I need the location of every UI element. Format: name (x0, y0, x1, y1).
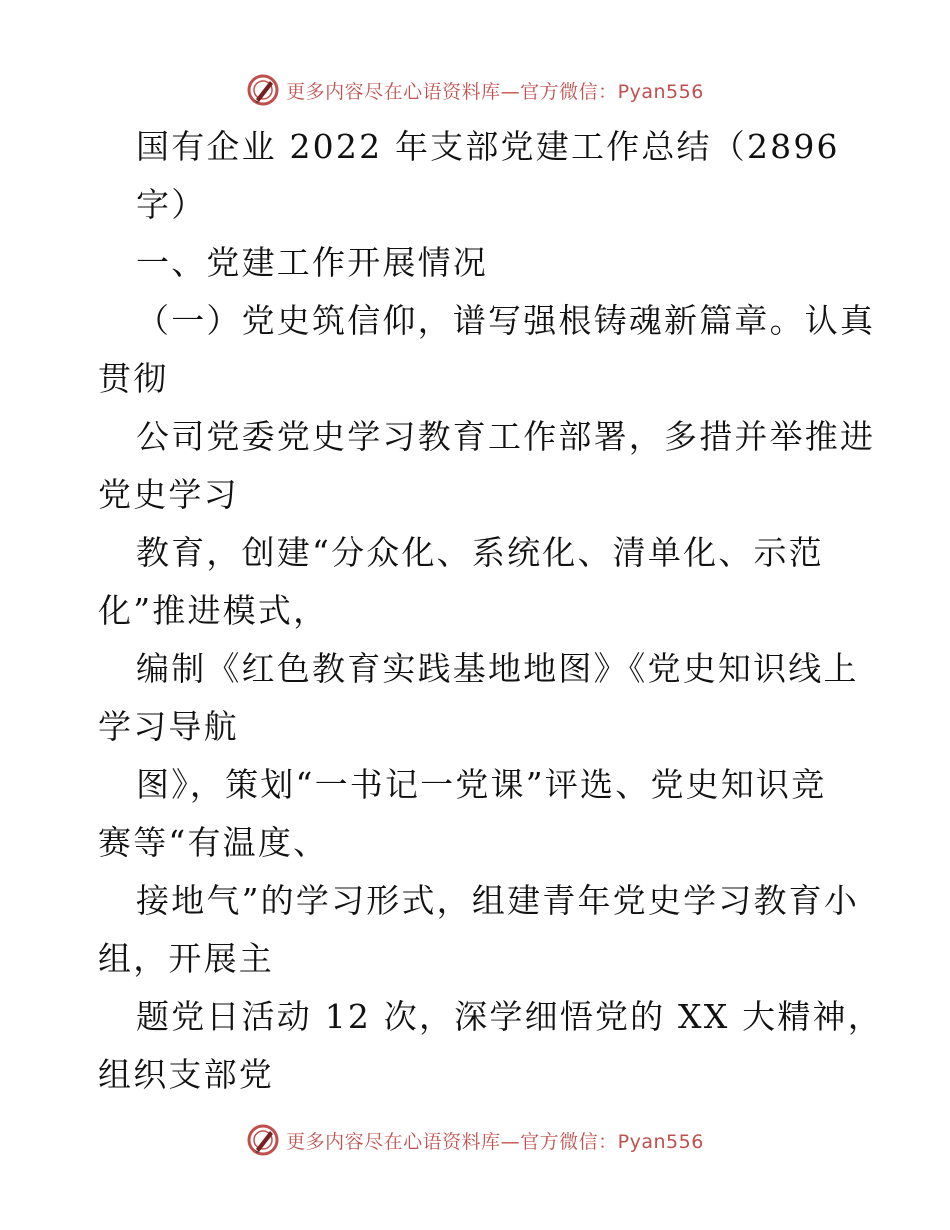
paragraph-line: （一）党史筑信仰，谱写强根铸魂新篇章。认真 (136, 301, 876, 340)
paragraph-line: 题党日活动 12 次，深学细悟党的 XX 大精神， (136, 997, 883, 1036)
document-title-line-1: 国有企业 2022 年支部党建工作总结（2896 (136, 127, 840, 166)
paragraph-line: 党史学习 (98, 475, 239, 514)
footer-banner (0, 1120, 950, 1160)
paragraph-line: 组织支部党 (98, 1055, 274, 1094)
paragraph-line: 赛等“有温度、 (98, 823, 329, 862)
paragraph-line: 学习导航 (98, 707, 239, 746)
document-title-line-2: 字） (136, 185, 207, 224)
paragraph-line: 组，开展主 (98, 939, 274, 978)
banner-text: 更多内容尽在心语资料库—官方微信：Pyan556 (286, 80, 704, 103)
logo-icon (246, 1123, 280, 1157)
paragraph-line: 公司党委党史学习教育工作部署，多措并举推进 (136, 417, 876, 456)
logo-icon (246, 73, 280, 107)
section-heading: 一、党建工作开展情况 (136, 243, 488, 282)
paragraph-line: 教育，创建“分众化、系统化、清单化、示范 (136, 533, 824, 572)
paragraph-line: 接地气”的学习形式，组建青年党史学习教育小 (136, 881, 860, 920)
header-banner (0, 70, 950, 110)
banner-text: 更多内容尽在心语资料库—官方微信：Pyan556 (286, 1130, 704, 1153)
paragraph-line: 贯彻 (98, 359, 169, 398)
paragraph-line: 编制《红色教育实践基地地图》《党史知识线上 (136, 649, 859, 688)
paragraph-line: 化”推进模式， (98, 591, 329, 630)
paragraph-line: 图》，策划“一书记一党课”评选、党史知识竞 (136, 765, 827, 804)
